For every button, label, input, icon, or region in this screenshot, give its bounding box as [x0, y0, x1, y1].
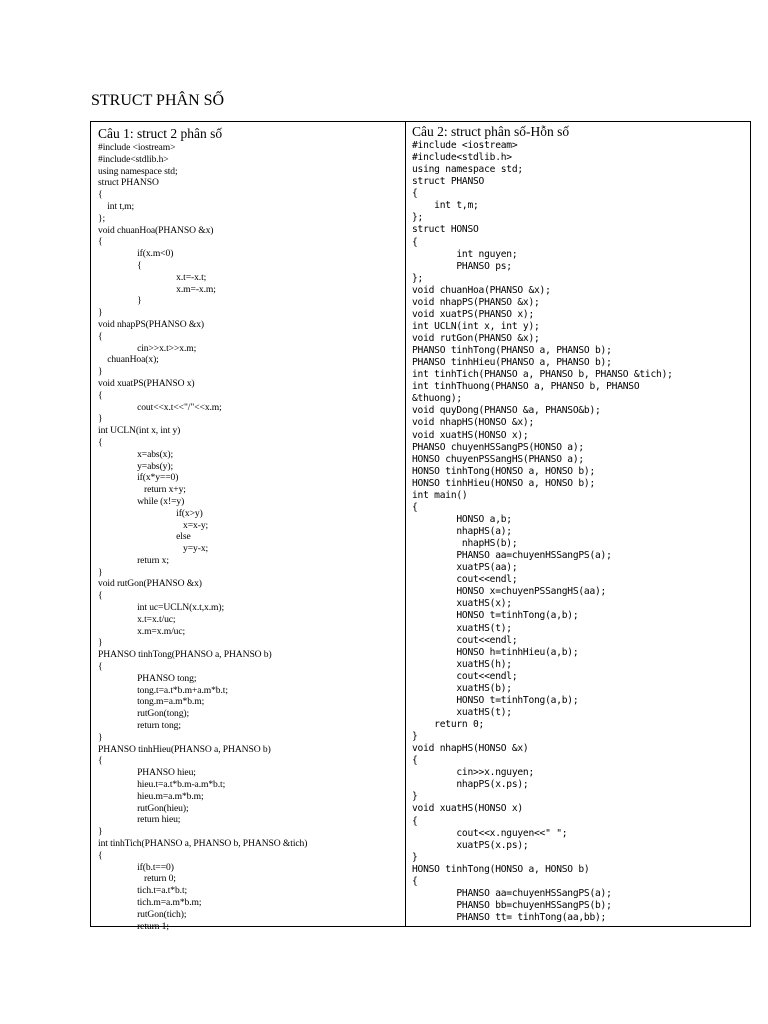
column-divider — [405, 122, 406, 926]
column-1-heading: Câu 1: struct 2 phân số — [98, 126, 223, 141]
document-title: STRUCT PHÂN SỐ — [91, 92, 225, 109]
column-2-cell — [412, 123, 748, 924]
two-column-table — [90, 121, 751, 932]
column-2-code: #include <iostream> #include<stdlib.h> using namespace std; struct PHANSO { int t,m; }; struct HONSO { int nguyen; PHANSO ps; }; void chuanHoa(PHANSO &x); void nhapPS(PHANSO &x); void xuatPS(PHANSO x); int UCLN(int x, int y); void rutGon(PHANSO &x); PHANSO tinhTong(PHANSO a, PHANSO b); PHANSO tinhHieu(PHANSO a, PHANSO b); int tinhTich(PHANSO a, PHANSO b, PHANSO &tich); int tinhThuong(PHANSO a, PHANSO b, PHANSO &thuong); void quyDong(PHANSO &a, PHANSO&b); void nhapHS(HONSO &x); void xuatHS(HONSO x); PHANSO chuyenHSSangPS(HONSO a); HONSO chuyenPSSangHS(PHANSO a); HONSO tinhTong(HONSO a, HONSO b); HONSO tinhHieu(HONSO a, HONSO b); int main() { HONSO a,b; nhapHS(a); nhapHS(b); PHANSO aa=chuyenHSSangPS(a); xuatPS(aa); cout<<endl; HONSO x=chuyenPSSangHS(aa); xuatHS(x); HONSO t=tinhTong(a,b); xuatHS(t); cout<<endl; HONSO h=tinhHieu(a,b); xuatHS(h); cout<<endl; xuatHS(b); HONSO t=tinhTong(a,b); xuatHS(t); return 0; } void nhapHS(HONSO &x) { cin>>x.nguyen; nhapPS(x.ps); } void xuatHS(HONSO x) { cout<<x.nguyen<<" "; xuatPS(x.ps); } HONSO tinhTong(HONSO a, HONSO b) { PHANSO aa=chuyenHSSangPS(a); PHANSO bb=chuyenHSSangPS(b); PHANSO tt= tinhTong(aa,bb); — [412, 140, 673, 923]
column-2-heading: Câu 2: struct phân số-Hỗn số — [412, 124, 570, 139]
column-1-code: #include <iostream> #include<stdlib.h> using namespace std; struct PHANSO { int t,m; }; void chuanHoa(PHANSO &x) { if(x.m<0) { x.t=-x.t; x.m=-x.m; } } void nhapPS(PHANSO &x) { cin>>x.t>>x.m; chuanHoa(x); } void xuatPS(PHANSO x) { cout<<x.t<<"/"<<x.m; } int UCLN(int x, int y) { x=abs(x); y=abs(y); if(x*y==0) return x+y; while (x!=y) if(x>y) x=x-y; else y=y-x; return x; } void rutGon(PHANSO &x) { int uc=UCLN(x.t,x.m); x.t=x.t/uc; x.m=x.m/uc; } PHANSO tinhTong(PHANSO a, PHANSO b) { PHANSO tong; tong.t=a.t*b.m+a.m*b.t; tong.m=a.m*b.m; rutGon(tong); return tong; } PHANSO tinhHieu(PHANSO a, PHANSO b) { PHANSO hieu; hieu.t=a.t*b.m-a.m*b.t; hieu.m=a.m*b.m; rutGon(hieu); return hieu; } int tinhTich(PHANSO a, PHANSO b, PHANSO &tich) { if(b.t==0) return 0; tich.t=a.t*b.t; tich.m=a.m*b.m; rutGon(tich); return 1; — [98, 142, 308, 932]
column-1-cell — [98, 125, 398, 932]
